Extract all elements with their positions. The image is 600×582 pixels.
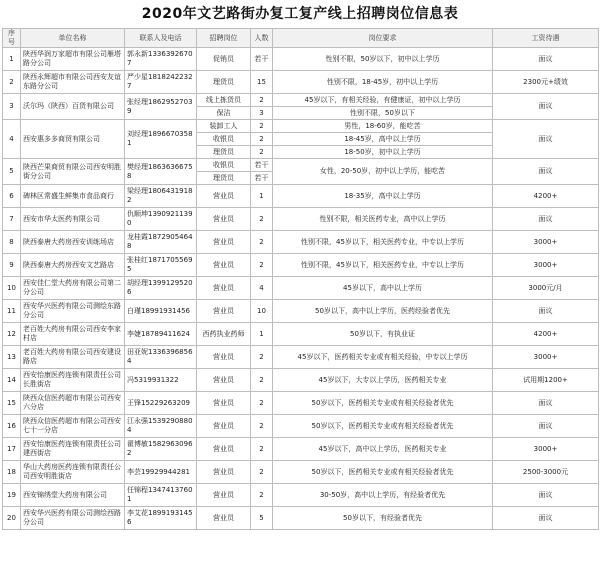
salary: 面议: [493, 159, 599, 185]
company-name: 华山大药房医药连锁有限责任公司西安明胜街店: [21, 461, 125, 484]
position-name: 理货员: [197, 172, 251, 185]
salary: 面议: [493, 300, 599, 323]
requirement: 50岁以下，医药相关专业或有相关经验者优先: [273, 415, 493, 438]
row-number: 13: [3, 346, 21, 369]
row-number: 19: [3, 484, 21, 507]
company-name: 西安华兴医药有限公司测绘西路分公司: [21, 507, 125, 530]
salary: 4200+: [493, 185, 599, 208]
headcount: 1: [251, 185, 273, 208]
header-position: 招聘岗位: [197, 29, 251, 48]
salary: 面议: [493, 208, 599, 231]
company-name: 西安华兴医药有限公司测绘东路分公司: [21, 300, 125, 323]
table-body: [3, 48, 599, 530]
row-number: 14: [3, 369, 21, 392]
header-company: 单位名称: [21, 29, 125, 48]
headcount: 若干: [251, 172, 273, 185]
salary: 面议: [493, 484, 599, 507]
table-row: [3, 323, 599, 346]
contact-info: 张桂红18717055695: [125, 254, 197, 277]
headcount: 3: [251, 107, 273, 120]
headcount: 若干: [251, 159, 273, 172]
company-name: 陕西泰唐大药房西安文艺路店: [21, 254, 125, 277]
position-name: 收银员: [197, 133, 251, 146]
company-name: 老百姓大药房有限公司西安李家村店: [21, 323, 125, 346]
company-name: 西安市华太医药有限公司: [21, 208, 125, 231]
row-number: 8: [3, 231, 21, 254]
position-name: 营业员: [197, 208, 251, 231]
requirement: 30-50岁，高中以上学历，有经验者优先: [273, 484, 493, 507]
requirement: 性别不限，18-45岁，初中以上学历: [273, 71, 493, 94]
header-requirement: 岗位要求: [273, 29, 493, 48]
row-number: 16: [3, 415, 21, 438]
requirement: 45岁以下，大专以上学历，医药相关专业: [273, 369, 493, 392]
salary: 2500-3000元: [493, 461, 599, 484]
position-name: 营业员: [197, 461, 251, 484]
contact-info: 李艾花18991931456: [125, 507, 197, 530]
salary: 面议: [493, 120, 599, 159]
salary: 3000+: [493, 254, 599, 277]
requirement: 50岁以下，高中以上学历，医药经验者优先: [273, 300, 493, 323]
headcount: 2: [251, 461, 273, 484]
contact-info: 严少星18182422327: [125, 71, 197, 94]
row-number: 11: [3, 300, 21, 323]
headcount: 2: [251, 415, 273, 438]
salary: 面议: [493, 94, 599, 120]
table-row: [3, 185, 599, 208]
table-row: [3, 415, 599, 438]
position-name: 营业员: [197, 438, 251, 461]
contact-info: 李婕18789411624: [125, 323, 197, 346]
header-contact: 联系人及电话: [125, 29, 197, 48]
table-row: [3, 369, 599, 392]
header-row: [3, 29, 599, 48]
company-name: 老百姓大药房有限公司西安建设路店: [21, 346, 125, 369]
company-name: 西安怡康医药连锁有限责任公司建西街店: [21, 438, 125, 461]
position-name: 营业员: [197, 484, 251, 507]
company-name: 西安怡康医药连锁有限责任公司长胜街店: [21, 369, 125, 392]
table-row: [3, 507, 599, 530]
requirement: 18-50岁，初中以上学历: [273, 146, 493, 159]
salary: 试用期1200+: [493, 369, 599, 392]
headcount: 2: [251, 146, 273, 159]
requirement: 性别不限，50岁以下，初中以上学历: [273, 48, 493, 71]
headcount: 4: [251, 277, 273, 300]
position-name: 保洁: [197, 107, 251, 120]
position-name: 营业员: [197, 185, 251, 208]
table-row: [3, 392, 599, 415]
salary: 面议: [493, 507, 599, 530]
position-name: 西药执业药师: [197, 323, 251, 346]
contact-info: 白瑾18991931456: [125, 300, 197, 323]
headcount: 2: [251, 94, 273, 107]
position-name: 营业员: [197, 254, 251, 277]
row-number: 9: [3, 254, 21, 277]
contact-info: 任锦程13474137601: [125, 484, 197, 507]
contact-info: 刘经理18966703581: [125, 120, 197, 159]
row-number: 7: [3, 208, 21, 231]
requirement: 45岁以下，医药相关专业或有相关经验，中专以上学历: [273, 346, 493, 369]
requirement: 18-45岁，高中以上学历: [273, 133, 493, 146]
row-number: 1: [3, 48, 21, 71]
table-row: [3, 484, 599, 507]
contact-info: 李芸19929944281: [125, 461, 197, 484]
company-name: 沃尔玛（陕西）百货有限公司: [21, 94, 125, 120]
table-row: [3, 159, 599, 172]
table-row: [3, 120, 599, 133]
position-name: 营业员: [197, 392, 251, 415]
salary: 面议: [493, 415, 599, 438]
headcount: 2: [251, 120, 273, 133]
position-name: 营业员: [197, 507, 251, 530]
headcount: 2: [251, 438, 273, 461]
headcount: 2: [251, 133, 273, 146]
headcount: 2: [251, 208, 273, 231]
contact-info: 樊经理18636366758: [125, 159, 197, 185]
contact-info: 张经理18629527039: [125, 94, 197, 120]
company-name: 西安佳仁堂大药房有限公司第二分公司: [21, 277, 125, 300]
contact-info: 龙桂霞18729054648: [125, 231, 197, 254]
requirement: 50岁以下，医药相关专业或有相关经验者优先: [273, 461, 493, 484]
page-title: 2020年文艺路街办复工复产线上招聘岗位信息表: [141, 6, 459, 22]
requirement: 45岁以下，高中以上学历，医药相关专业: [273, 438, 493, 461]
company-name: 陕西芒果商贸有限公司西安明胜街分公司: [21, 159, 125, 185]
headcount: 2: [251, 484, 273, 507]
headcount: 2: [251, 392, 273, 415]
position-name: 营业员: [197, 277, 251, 300]
contact-info: 江永强15392908804: [125, 415, 197, 438]
requirement: 50岁以下，有执业证: [273, 323, 493, 346]
company-name: 西安锦绣堂大药房有限公司: [21, 484, 125, 507]
table-row: [3, 300, 599, 323]
requirement: 45岁以下，高中以上学历: [273, 277, 493, 300]
table-row: [3, 438, 599, 461]
requirement: 性别不限，相关医药专业，高中以上学历: [273, 208, 493, 231]
table-row: [3, 208, 599, 231]
requirement: 45岁以下，有相关经验，有健康证，初中以上学历: [273, 94, 493, 107]
table-row: [3, 48, 599, 71]
salary: 3000+: [493, 438, 599, 461]
position-name: 营业员: [197, 369, 251, 392]
requirement: 男性，18-60岁，能吃苦: [273, 120, 493, 133]
company-name: 碑林区常盛生鲜集市食品商行: [21, 185, 125, 208]
company-name: 陕西华润万家超市有限公司雁塔路分公司: [21, 48, 125, 71]
header-salary: 工资待遇: [493, 29, 599, 48]
row-number: 12: [3, 323, 21, 346]
position-name: 营业员: [197, 415, 251, 438]
contact-info: 郭永新13363926707: [125, 48, 197, 71]
position-name: 装卸工人: [197, 120, 251, 133]
contact-info: 翟博敏15829630962: [125, 438, 197, 461]
requirement: 女性，20-50岁，初中以上学历，能吃苦: [273, 159, 493, 185]
headcount: 2: [251, 369, 273, 392]
salary: 面议: [493, 392, 599, 415]
table-row: [3, 71, 599, 94]
company-name: 陕西泰唐大药房西安训练场店: [21, 231, 125, 254]
contact-info: 冯5319931322: [125, 369, 197, 392]
table-row: [3, 94, 599, 107]
contact-info: 田亚妮13363968564: [125, 346, 197, 369]
position-name: 理货员: [197, 146, 251, 159]
row-number: 17: [3, 438, 21, 461]
salary: 3000+: [493, 231, 599, 254]
header-count: 人数: [251, 29, 273, 48]
position-name: 促销员: [197, 48, 251, 71]
position-name: 理货员: [197, 71, 251, 94]
row-number: 5: [3, 159, 21, 185]
row-number: 6: [3, 185, 21, 208]
position-name: 营业员: [197, 346, 251, 369]
contact-info: 王锋15229263209: [125, 392, 197, 415]
requirement: 50岁以下，有经验者优先: [273, 507, 493, 530]
headcount: 若干: [251, 48, 273, 71]
row-number: 10: [3, 277, 21, 300]
headcount: 5: [251, 507, 273, 530]
contact-info: 梁经理18064319182: [125, 185, 197, 208]
table-row: [3, 346, 599, 369]
row-number: 15: [3, 392, 21, 415]
table-row: [3, 231, 599, 254]
company-name: 西安惠多多商贸有限公司: [21, 120, 125, 159]
table-row: [3, 461, 599, 484]
salary: 3000元/月: [493, 277, 599, 300]
headcount: 10: [251, 300, 273, 323]
position-name: 收银员: [197, 159, 251, 172]
salary: 3000+: [493, 346, 599, 369]
company-name: 陕西众信医药超市有限公司西安七十一分店: [21, 415, 125, 438]
requirement: 性别不限，45岁以下，相关医药专业，中专以上学历: [273, 231, 493, 254]
salary: 2300元+绩效: [493, 71, 599, 94]
headcount: 1: [251, 323, 273, 346]
salary: 面议: [493, 48, 599, 71]
header-no: 序号: [3, 29, 21, 48]
headcount: 2: [251, 346, 273, 369]
row-number: 2: [3, 71, 21, 94]
table-row: [3, 277, 599, 300]
contact-info: 胡经理13991295206: [125, 277, 197, 300]
recruitment-table: [2, 28, 599, 530]
requirement: 性别不限，50岁以下: [273, 107, 493, 120]
requirement: 18-35岁，高中以上学历: [273, 185, 493, 208]
position-name: 营业员: [197, 231, 251, 254]
row-number: 18: [3, 461, 21, 484]
headcount: 2: [251, 254, 273, 277]
headcount: 2: [251, 231, 273, 254]
company-name: 陕西众信医药超市有限公司西安六分店: [21, 392, 125, 415]
row-number: 4: [3, 120, 21, 159]
requirement: 50岁以下，医药相关专业或有相关经验者优先: [273, 392, 493, 415]
position-name: 线上拣货员: [197, 94, 251, 107]
position-name: 营业员: [197, 300, 251, 323]
headcount: 15: [251, 71, 273, 94]
row-number: 3: [3, 94, 21, 120]
row-number: 20: [3, 507, 21, 530]
requirement: 性别不限，45岁以下，相关医药专业，中专以上学历: [273, 254, 493, 277]
table-row: [3, 254, 599, 277]
company-name: 陕西永辉超市有限公司西安友谊东路分公司: [21, 71, 125, 94]
contact-info: 仇顺坤13909211390: [125, 208, 197, 231]
salary: 4200+: [493, 323, 599, 346]
